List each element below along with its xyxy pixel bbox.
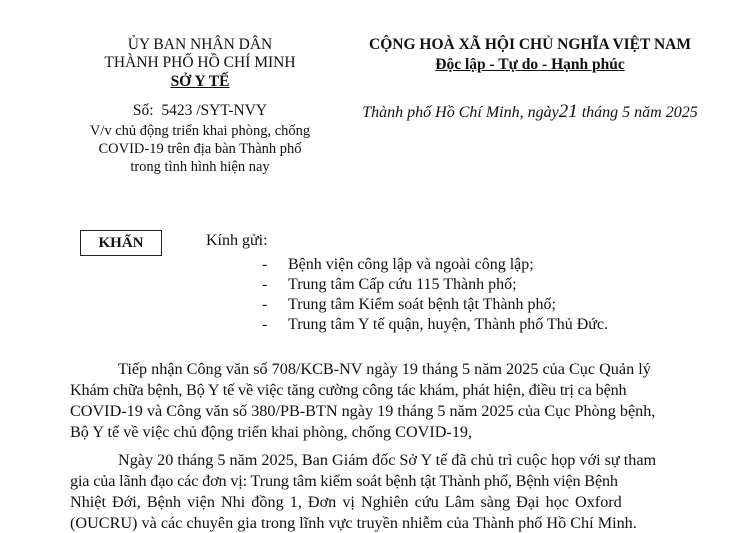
- urgency-label: KHẨN: [98, 234, 144, 251]
- subject-line-1: V/v chủ động triển khai phòng, chống: [89, 123, 311, 139]
- subject-line-3: trong tình hình hiện nay: [130, 159, 270, 175]
- paragraph-line: COVID-19 và Công văn số 380/PB-BTN ngày 19 tháng 5 năm 2025 của Cục Phòng bệnh,: [70, 402, 656, 420]
- national-motto: [320, 56, 740, 74]
- doc-number-value: 5423: [161, 102, 193, 119]
- subject-line-2: COVID-19 trên địa bàn Thành phố: [98, 141, 302, 157]
- issue-date: [320, 101, 740, 123]
- agency-name-line2: THÀNH PHỐ HỒ CHÍ MINH: [104, 54, 296, 71]
- department-name: [70, 73, 330, 91]
- national-motto-text: Độc lập - Tự do - Hạnh phúc: [435, 56, 625, 73]
- nation-name: CỘNG HOÀ XÃ HỘI CHỦ NGHĨA VIỆT NAM: [369, 36, 691, 53]
- date-day: 21: [558, 101, 578, 122]
- doc-number-suffix: /SYT-NVY: [196, 102, 268, 119]
- date-year: năm 2025: [634, 104, 698, 121]
- recipient-bullet: -: [262, 296, 268, 313]
- agency-name-line1: ỦY BAN NHÂN DÂN: [127, 36, 273, 53]
- document-number: [70, 102, 330, 120]
- greeting: Kính gửi:: [206, 232, 268, 249]
- department-label: SỞ Y TẾ: [170, 73, 230, 90]
- recipient-text: Bệnh viện công lập và ngoài công lập;: [288, 256, 534, 273]
- paragraph-line: (OUCRU) và các chuyên gia trong lĩnh vực truyền nhiễm của Thành phố Hồ Chí Minh.: [70, 514, 637, 532]
- urgency-stamp: [80, 230, 162, 256]
- date-month-prefix: tháng: [581, 104, 619, 121]
- date-month: 5: [622, 104, 631, 121]
- recipient-bullet: -: [262, 276, 268, 293]
- paragraph-line: Bộ Y tế về việc chủ động triển khai phòng, chống COVID-19,: [70, 423, 473, 441]
- recipient-bullet: -: [262, 316, 268, 333]
- paragraph-line: gia của lãnh đạo các đơn vị: Trung tâm kiểm soát bệnh tật Thành phố, Bệnh viện Bệnh: [70, 472, 618, 490]
- paragraph-line: Ngày 20 tháng 5 năm 2025, Ban Giám đốc Sở Y tế đã chủ trì cuộc họp với sự tham: [118, 451, 657, 469]
- recipient-text: Trung tâm Y tế quận, huyện, Thành phố Thủ Đức.: [288, 316, 609, 333]
- doc-number-prefix: Số:: [132, 102, 154, 119]
- paragraph-line: Khám chữa bệnh, Bộ Y tế về việc tăng cường công tác khám, phát hiện, điều trị ca bệnh: [70, 381, 627, 399]
- paragraph-line: Nhiệt Đới, Bệnh viện Nhi đồng 1, Đơn vị Nghiên cứu Lâm sàng Đại học Oxford: [70, 493, 622, 511]
- recipient-bullet: -: [262, 256, 268, 273]
- paragraph-line: Tiếp nhận Công văn số 708/KCB-NV ngày 19 tháng 5 năm 2025 của Cục Quản lý: [118, 360, 651, 378]
- date-prefix: Thành phố Hồ Chí Minh, ngày: [362, 104, 559, 121]
- recipient-text: Trung tâm Cấp cứu 115 Thành phố;: [288, 276, 517, 293]
- recipient-text: Trung tâm Kiểm soát bệnh tật Thành phố;: [288, 296, 556, 313]
